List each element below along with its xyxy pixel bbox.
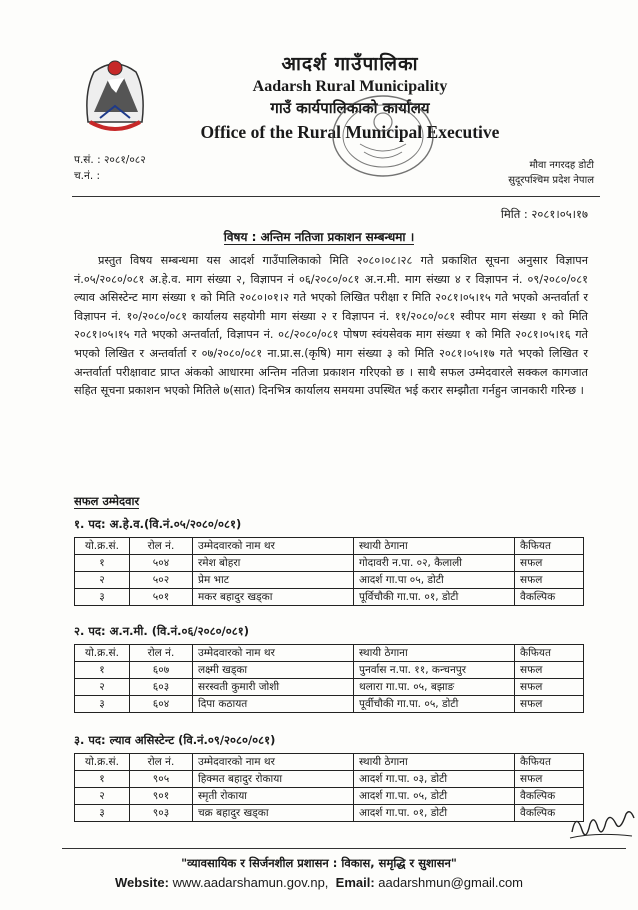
table-row bbox=[75, 572, 584, 589]
cell-remarks: सफल bbox=[515, 771, 584, 788]
header-address: स्थायी ठेगाना bbox=[354, 754, 515, 771]
header-remarks: कैफियत bbox=[515, 754, 584, 771]
cell-roll: ६०४ bbox=[130, 696, 193, 713]
section-title: १. पद: अ.हे.व.(वि.नं.०५/२०८०/०८१) bbox=[74, 517, 242, 531]
municipality-name-nepali: आदर्श गाउँपालिका bbox=[281, 53, 419, 75]
header-roll: रोल नं. bbox=[130, 538, 193, 555]
footer-motto: "व्यावसायिक र सिर्जनशील प्रशासन : विकास, समृद्धि र सुशासन" bbox=[181, 856, 457, 870]
table-row bbox=[75, 679, 584, 696]
cell-address: आदर्श गा.पा ०५, डोटी bbox=[354, 572, 515, 589]
website-link[interactable]: www.aadarshamun.gov.np, bbox=[172, 875, 329, 890]
cell-remarks: वैकल्पिक bbox=[515, 788, 584, 805]
table-row bbox=[75, 589, 584, 606]
footer-contact bbox=[0, 875, 638, 890]
cell-roll: ५०४ bbox=[130, 555, 193, 572]
cell-remarks: सफल bbox=[515, 555, 584, 572]
cell-address: पुनर्वास न.पा. ११, कन्चनपुर bbox=[354, 662, 515, 679]
cell-address: आदर्श गा.पा. ०५, डोटी bbox=[354, 788, 515, 805]
cell-remarks: सफल bbox=[515, 696, 584, 713]
email-label: Email: bbox=[335, 875, 375, 890]
reference-info bbox=[74, 152, 146, 184]
cell-address: आदर्श गा.पा. ०१, डोटी bbox=[354, 805, 515, 822]
section-title: ३. पद: ल्याव असिस्टेन्ट (वि.नं.०९/२०८०/०८१) bbox=[74, 733, 276, 747]
table-row bbox=[75, 662, 584, 679]
table-row bbox=[75, 555, 584, 572]
cell-remarks: सफल bbox=[515, 572, 584, 589]
office-address bbox=[508, 158, 594, 188]
table-row bbox=[75, 696, 584, 713]
header-serial: यो.क्र.सं. bbox=[75, 538, 130, 555]
cell-serial: १ bbox=[75, 662, 130, 679]
municipality-name-english: Aadarsh Rural Municipality bbox=[252, 78, 448, 95]
cell-roll: ६०७ bbox=[130, 662, 193, 679]
header-name: उम्मेदवारको नाम थर bbox=[193, 754, 354, 771]
successful-candidates-heading: सफल उम्मेदवार bbox=[74, 494, 140, 508]
header-serial: यो.क्र.सं. bbox=[75, 645, 130, 662]
cell-serial: ३ bbox=[75, 696, 130, 713]
official-stamp-seal bbox=[330, 92, 436, 180]
header-name: उम्मेदवारको नाम थर bbox=[193, 538, 354, 555]
footer-divider bbox=[62, 848, 626, 849]
header-divider bbox=[72, 196, 600, 197]
table-header-row bbox=[75, 538, 584, 555]
cell-address: थलारा गा.पा. ०५, बझाङ bbox=[354, 679, 515, 696]
cell-remarks: सफल bbox=[515, 662, 584, 679]
cell-name: रमेश बोहरा bbox=[193, 555, 354, 572]
cell-serial: २ bbox=[75, 572, 130, 589]
results-table bbox=[74, 644, 584, 713]
header-name: उम्मेदवारको नाम थर bbox=[193, 645, 354, 662]
cell-name: मकर बहादुर खड्का bbox=[193, 589, 354, 606]
cell-serial: १ bbox=[75, 555, 130, 572]
email-link[interactable]: aadarshmun@gmail.com bbox=[378, 875, 523, 890]
table-row bbox=[75, 788, 584, 805]
cell-roll: ६०३ bbox=[130, 679, 193, 696]
office-name-english: Office of the Rural Municipal Executive bbox=[200, 122, 500, 142]
cell-serial: २ bbox=[75, 679, 130, 696]
results-table bbox=[74, 753, 584, 822]
cell-remarks: वैकल्पिक bbox=[515, 589, 584, 606]
subject-line bbox=[0, 228, 638, 245]
cell-address: पूर्विचौकी गा.पा. ०१, डोटी bbox=[354, 589, 515, 606]
cell-name: लक्ष्मी खड्का bbox=[193, 662, 354, 679]
cell-remarks: वैकल्पिक bbox=[515, 805, 584, 822]
cell-address: आदर्श गा.पा. ०३, डोटी bbox=[354, 771, 515, 788]
reference-number: प.सं. : २०८१/०८२ bbox=[74, 154, 146, 166]
header-roll: रोल नं. bbox=[130, 645, 193, 662]
subject-text: विषय : अन्तिम नतिजा प्रकाशन सम्बन्धमा । bbox=[223, 230, 415, 244]
section-title: २. पद: अ.न.मी. (वि.नं.०६/२०८०/०८१) bbox=[74, 624, 249, 638]
cell-name: प्रेम भाट bbox=[193, 572, 354, 589]
dispatch-number: च.नं. : bbox=[74, 170, 101, 182]
cell-roll: ५०२ bbox=[130, 572, 193, 589]
cell-address: गोदावरी न.पा. ०२, कैलाली bbox=[354, 555, 515, 572]
cell-roll: ९०१ bbox=[130, 788, 193, 805]
cell-name: चक्र बहादुर खड्का bbox=[193, 805, 354, 822]
header-roll: रोल नं. bbox=[130, 754, 193, 771]
nepal-emblem-logo bbox=[80, 52, 150, 138]
cell-roll: ९०३ bbox=[130, 805, 193, 822]
table-header-row bbox=[75, 754, 584, 771]
handwritten-signature bbox=[566, 802, 638, 848]
website-label: Website: bbox=[115, 875, 169, 890]
header-serial: यो.क्र.सं. bbox=[75, 754, 130, 771]
cell-name: स्मृती रोकाया bbox=[193, 788, 354, 805]
header-remarks: कैफियत bbox=[515, 538, 584, 555]
header-remarks: कैफियत bbox=[515, 645, 584, 662]
header-address: स्थायी ठेगाना bbox=[354, 645, 515, 662]
cell-serial: १ bbox=[75, 771, 130, 788]
address-line-2: सुदूरपश्चिम प्रदेश नेपाल bbox=[508, 175, 594, 186]
cell-address: पूर्वीचौकी गा.पा. ०५, डोटी bbox=[354, 696, 515, 713]
table-row bbox=[75, 771, 584, 788]
cell-name: सरस्वती कुमारी जोशी bbox=[193, 679, 354, 696]
cell-serial: ३ bbox=[75, 589, 130, 606]
office-name-nepali: गाउँ कार्यपालिकाको कार्यालय bbox=[270, 99, 430, 117]
table-row bbox=[75, 805, 584, 822]
cell-remarks: सफल bbox=[515, 679, 584, 696]
cell-roll: ९०५ bbox=[130, 771, 193, 788]
cell-serial: ३ bbox=[75, 805, 130, 822]
table-header-row bbox=[75, 645, 584, 662]
address-line-1: मौवा नगरदह डोटी bbox=[529, 160, 594, 171]
results-table bbox=[74, 537, 584, 606]
cell-name: हिक्मत बहादुर रोकाया bbox=[193, 771, 354, 788]
cell-roll: ५०१ bbox=[130, 589, 193, 606]
cell-name: दिपा कठायत bbox=[193, 696, 354, 713]
body-paragraph: प्रस्तुत विषय सम्बन्धमा यस आदर्श गाउँपालिकाको मिति २०८०।०८।२८ गते प्रकाशित सूचना अनुसार विज्ञापन नं.०५/२०८०/०८१ अ.हे.व. माग संख्या २, विज्ञापन नं ०६/२०८०/०८१ अ.न.मी. माग संख्या ४ र विज्ञापन नं. ०९/२०८०/०८१ ल्याव असिस्टेन्ट माग संख्या १ को मिति २०८०।०१।२ गते भएको लिखित परीक्षा र मिति २०८१।०५।१५ गते भएको अन्तर्वार्ता र विज्ञापन नं. १०/२०८०/०८१ कार्यालय सहयोगी माग संख्या २ र विज्ञापन नं. ११/२०८०/०८१ स्वीपर माग संख्या १ को मिति २०८१।०५।१५ गते भएको अन्तर्वार्ता, विज्ञापन नं. ०८/२०८०/०८१ पोषण स्वंयसेवक माग संख्या १ को मिति २०८१।०५।१६ गते भएको लिखित र अन्तर्वार्ता र ०७/२०८०/०८१ ना.प्रा.स.(कृषि) माग संख्या ३ को मिति २०८१।०५।१७ गते भएको लिखित र अन्तर्वार्ता परीक्षावाट प्राप्त अंकको आधारमा अन्तिम नतिजा प्रकाशन गरिएको छ । साथै सफल उम्मेदवारले सक्कल कागजात सहित सूचना प्रकाशन भएको मितिले ७(सात) दिनभित्र कार्यालय समयमा उपस्थित भई करार सम्झौता गर्नहुन जानकारी गरिन्छ । bbox=[74, 254, 588, 398]
header-address: स्थायी ठेगाना bbox=[354, 538, 515, 555]
letter-date: मिति : २०८१।०५।१७ bbox=[500, 207, 588, 221]
cell-serial: २ bbox=[75, 788, 130, 805]
